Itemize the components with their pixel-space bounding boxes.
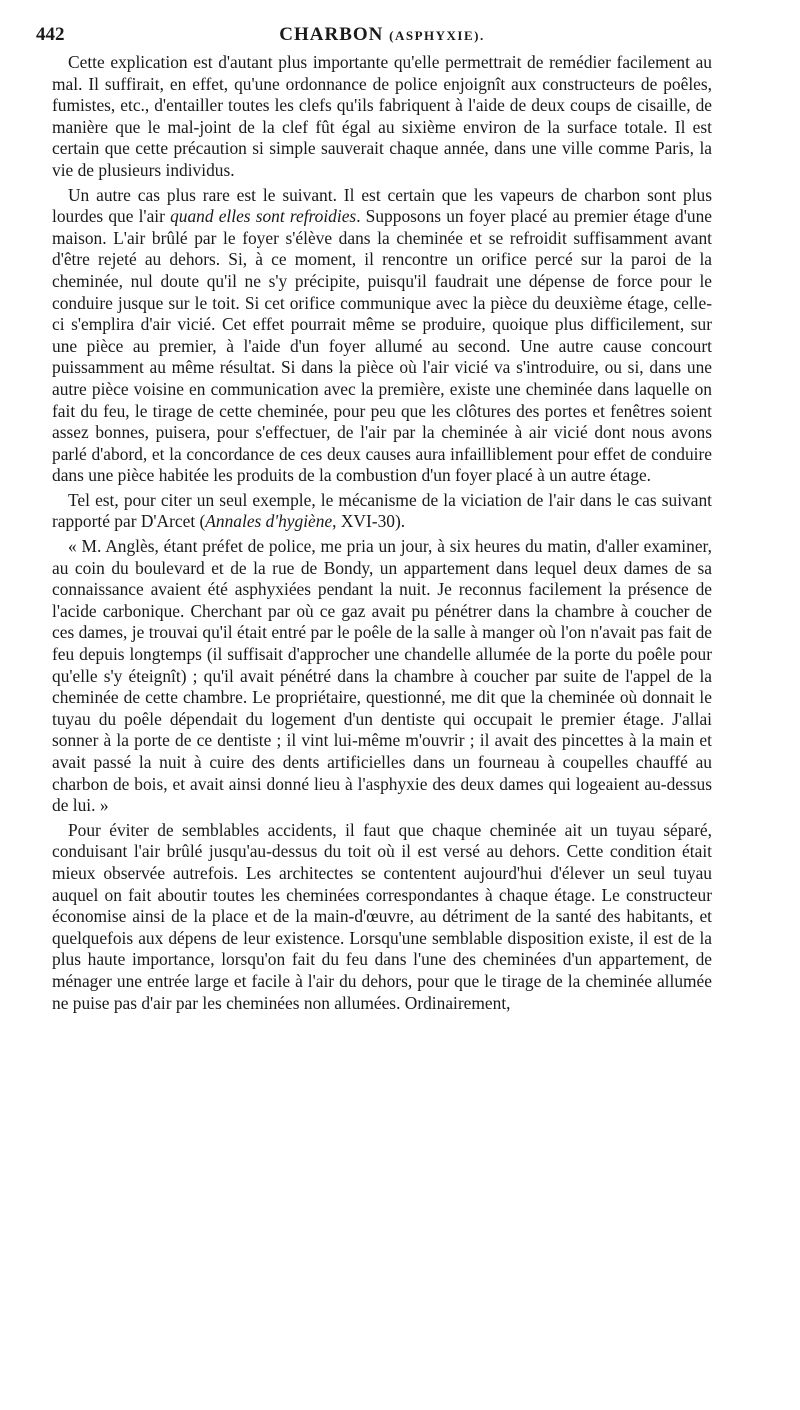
quotation-paragraph: « M. Anglès, étant préfet de police, me pria un jour, à six heures du matin, d'aller examiner, au coin du boulevard et de la rue de Bondy, un appartement dans lequel deux dames de sa connaissance avaient été asphyxiées pendant la nuit. Je reconnus facilement la présence de l'acide carbonique. Cherchant par où ce gaz avait pu pénétrer dans la chambre à coucher de ces dames, je trouvai qu'il était entré par le poêle de la salle à manger où l'on n'avait pas fait de feu depuis longtemps (il suffisait d'approcher une chandelle allumée de la porte du poêle pour qu'elle s'y éteignît) ; qu'il avait pénétré dans la chambre à coucher par suite de l'appel de la cheminée de cette chambre. Le propriétaire, questionné, me dit que la cheminée où donnait le tuyau du poêle dépendait du logement d'un dentiste qui occupait le premier étage. J'allai sonner à la porte de ce dentiste ; il vint lui-même m'ouvrir ; il avait des pincettes à la main et avait passé la nuit à cuire des dents artificielles dans un fourneau à coupelles chauffé au charbon de bois, et avait ainsi donné lieu à l'asphyxie des deux dames qui logeaient au-dessus de lui. » — [52, 536, 712, 816]
page-header — [36, 24, 712, 52]
running-head-subtitle: (ASPHYXIE). — [389, 28, 485, 43]
paragraph-2-text-a: Un autre cas plus rare est le suivant. Il est certain que les vapeurs de charbon sont plus lourdes que l'air — [52, 184, 712, 227]
running-head — [52, 24, 712, 47]
paragraph-2 — [52, 185, 712, 487]
paragraph-2-italic: quand elles sont refroidies — [170, 206, 357, 227]
paragraph-1: Cette explication est d'autant plus importante qu'elle permettrait de remédier facilement au mal. Il suffirait, en effet, qu'une ordonnance de police enjoignît aux constructeurs de poêles, fumistes, etc., d'entailler toutes les clefs qu'ils fabriquent à l'aide de deux coups de cisaille, de manière que le mal-joint de la clef fût égal au sixième environ de la surface totale. Il est certain que cette précaution si simple sauverait chaque année, dans une ville comme Paris, la vie de plusieurs individus. — [52, 52, 712, 180]
paragraph-3-italic: Annales d'hygiène — [205, 511, 333, 532]
running-head-title: CHARBON — [279, 24, 384, 45]
paragraph-3-text-a: Tel est, pour citer un seul exemple, le mécanisme de la viciation de l'air dans le cas suivant rapporté par D'Arcet ( — [52, 489, 712, 532]
paragraph-2-text-b: . Supposons un foyer placé au premier étage d'une maison. L'air brûlé par le foyer s'élève dans la cheminée et se refroidit suffisamment avant d'être rejeté au dehors. Si, à ce moment, il rencontre un orifice percé sur la paroi de la cheminée, nul doute qu'il ne s'y précipite, puisqu'il faudrait une dépense de force pour le conduire jusque sur le toit. Si cet orifice communique avec la pièce du deuxième étage, celle-ci s'emplira d'air vicié. Cet effet pourrait même se produire, quoique plus difficilement, sur une pièce au premier, à l'aide d'un foyer allumé au second. Une autre cause concourt puissamment au même résultat. Si dans la pièce où l'air vicié va s'introduire, ou si, dans une autre pièce voisine en communication avec la première, existe une cheminée dans laquelle on fait du feu, le tirage de cette cheminée, pour peu que les clôtures des portes et fenêtres soient assez bonnes, puisera, pour s'effectuer, de l'air par la cheminée à air vicié dont nous avons parlé d'abord, et la concordance de ces deux causes aura infailliblement pour effet de conduire dans une pièce habitée les produits de la combustion d'un foyer placé à un autre étage. — [52, 206, 712, 486]
paragraph-3-text-b: , XVI-30). — [332, 511, 406, 532]
book-page — [36, 24, 712, 1017]
paragraph-5: Pour éviter de semblables accidents, il faut que chaque cheminée ait un tuyau séparé, conduisant l'air brûlé jusqu'au-dessus du toit où il est versé au dehors. Cette condition était mieux observée autrefois. Les architectes se contentent aujourd'hui d'élever un seul tuyau auquel on fait aboutir toutes les cheminées correspondantes à chaque étage. Le constructeur économise ainsi de la place et de la main-d'œuvre, au détriment de la santé des habitants, et quelquefois aux dépens de leur existence. Lorsqu'une semblable disposition existe, il est de la plus haute importance, lorsqu'on fait du feu dans l'une des cheminées d'un appartement, de ménager une entrée large et facile à l'air du dehors, pour que le tirage de la cheminée allumée ne puise pas d'air par les cheminées non allumées. Ordinairement, — [52, 819, 712, 1013]
page-number: 442 — [36, 24, 65, 45]
paragraph-3 — [52, 490, 712, 533]
